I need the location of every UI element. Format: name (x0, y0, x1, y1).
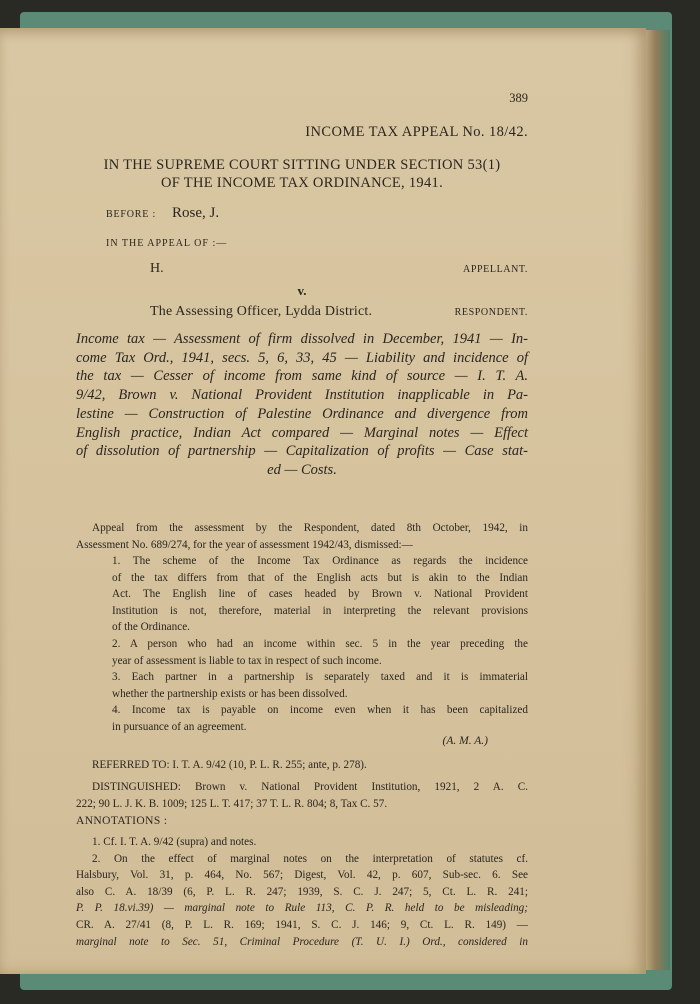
headnote-line: 9/42, Brown v. National Provident Institution inapplicable in Pa- (76, 387, 528, 404)
headnote-line: the tax — Cesser of income from same kind of source — I. T. A. (76, 368, 528, 385)
headnote-line: lestine — Construction of Palestine Ordinance and divergence from (76, 405, 528, 422)
point-line: of the Ordinance. (112, 621, 190, 634)
point-line: 3. Each partner in a partnership is separately taxed and it is immaterial (112, 671, 528, 684)
court-heading-ordinance: OF THE INCOME TAX ORDINANCE, 1941. (161, 175, 443, 191)
headnote (76, 330, 528, 480)
intro-line: Assessment No. 689/274, for the year of assessment 1942/43, dismissed:— (76, 538, 413, 551)
intro-line: Appeal from the assessment by the Respondent, dated 8th October, 1942, in (92, 522, 528, 534)
headnote-line: ed — Costs. (267, 461, 337, 478)
judge-name: Rose, J. (172, 205, 220, 221)
referred-line: REFERRED TO: I. T. A. 9/42 (10, P. L. R. 255; ante, p. 278). (92, 759, 367, 771)
headnote-line: of dissolution of partnership — Capitalization of profits — Case stat- (76, 443, 528, 460)
headnote-line: Income tax — Assessment of firm dissolved in December, 1941 — In- (76, 331, 528, 347)
headnote-line: English practice, Indian Act compared — Marginal notes — Effect (76, 424, 528, 441)
annotation-line: 1. Cf. I. T. A. 9/42 (supra) and notes. (92, 836, 257, 848)
point-line: Institution is not, therefore, material in interpreting the relevant provisions (112, 604, 528, 617)
point-line: 1. The scheme of the Income Tax Ordinance as regards the incidence (112, 555, 528, 567)
appeal-intro (76, 520, 528, 553)
annotation-line: CR. A. 27/41 (8, P. L. R. 169; 1941, S. C. J. 146; 9, Ct. L. R. 149) — (76, 918, 528, 931)
referred-to (76, 757, 528, 774)
point-line: of the tax differs from that of the English acts but is akin to the Indian (112, 571, 528, 584)
annotation-line: Halsbury, Vol. 31, p. 464, No. 567; Digest, Vol. 42, p. 607, Sub-sec. 6. See (76, 869, 528, 882)
page-number: 389 (509, 91, 528, 105)
annotation-line: also C. A. 18/39 (6, P. L. R. 247; 1939, S. C. J. 247; 5, Ct. L. R. 241; (76, 885, 528, 898)
book-page (0, 28, 646, 974)
annotation-line: P. P. 18.vi.39) — marginal note to Rule 113, C. P. R. held to be misleading; (76, 902, 528, 915)
annotations (76, 834, 528, 950)
distinguished-line: DISTINGUISHED: Brown v. National Provident Institution, 1921, 2 A. C. (92, 781, 528, 793)
distinguished-line: 222; 90 L. J. K. B. 1009; 125 L. T. 417; 37 T. L. R. 804; 8, Tax C. 57. (76, 797, 388, 810)
appellant-name: H. (150, 261, 164, 276)
annotations-label: ANNOTATIONS : (76, 815, 168, 827)
point-line: in pursuance of an agreement. (112, 720, 247, 733)
court-heading: IN THE SUPREME COURT SITTING UNDER SECTION 53(1) (103, 157, 501, 173)
point-line: whether the partnership exists or has been dissolved. (112, 687, 348, 700)
point-line: year of assessment is liable to tax in respect of such income. (112, 654, 382, 667)
distinguished (76, 779, 528, 812)
appeal-title: INCOME TAX APPEAL No. 18/42. (305, 124, 528, 140)
annotation-line: marginal note to Sec. 51, Criminal Procedure (T. U. I.) Ord., considered in (76, 935, 528, 948)
headnote-line: come Tax Ord., 1941, secs. 5, 6, 33, 45 — Liability and incidence of (76, 349, 528, 366)
annotation-line: 2. On the effect of marginal notes on the interpretation of statutes cf. (92, 852, 528, 865)
point-line: 2. A person who had an income within sec. 5 in the year preceding the (112, 637, 528, 650)
point-line: 4. Income tax is payable on income even when it has been capitalized (112, 704, 528, 717)
appeal-of-label: IN THE APPEAL OF :— (106, 238, 228, 249)
respondent-name: The Assessing Officer, Lydda District. (150, 304, 373, 319)
held-points (76, 553, 528, 736)
before-label: BEFORE : (106, 209, 157, 220)
editor-initials: (A. M. A.) (442, 735, 488, 747)
point-line: Act. The English line of cases headed by Brown v. National Provident (112, 588, 528, 601)
respondent-label: RESPONDENT. (454, 307, 528, 318)
versus-label: v. (297, 283, 307, 298)
appellant-label: APPELLANT. (463, 264, 528, 275)
